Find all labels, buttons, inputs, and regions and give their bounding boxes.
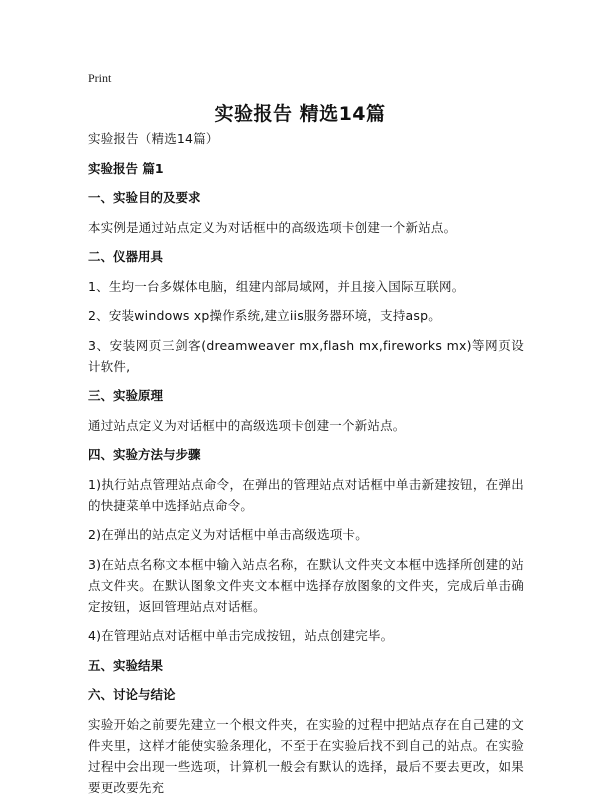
paragraph: 2、安装windows xp操作系统,建立iis服务器环境，支持asp。: [88, 308, 441, 323]
section-heading: 三、实验原理: [88, 388, 164, 403]
paragraph: 本实例是通过站点定义为对话框中的高级选项卡创建一个新站点。: [88, 219, 457, 235]
paragraph: 3、安装网页三剑客(dreamweaver mx,flash mx,fireworks mx)等网页设计软件,: [88, 337, 524, 374]
document-title: 实验报告 精选14篇: [214, 103, 386, 125]
paragraph: 2)在弹出的站点定义为对话框中单击高级选项卡。: [88, 527, 368, 542]
section-heading: 四、实验方法与步骤: [88, 447, 201, 462]
paragraph: 通过站点定义为对话框中的高级选项卡创建一个新站点。: [88, 417, 406, 433]
paragraph: 1)执行站点管理站点命令，在弹出的管理站点对话框中单击新建按钮，在弹出的快捷菜单中选择站点命令。: [88, 476, 524, 513]
article-title: 实验报告 篇1: [88, 160, 164, 176]
paragraph: 3)在站点名称文本框中输入站点名称，在默认文件夹文本框中选择所创建的站点文件夹。在默认图象文件夹文本框中选择存放图象的文件夹，完成后单击确定按钮，返回管理站点对话框。: [88, 556, 524, 614]
section-heading: 六、讨论与结论: [88, 687, 176, 702]
section-heading: 二、仪器用具: [88, 249, 164, 264]
paragraph: 1、生均一台多媒体电脑，组建内部局域网，并且接入国际互联网。: [88, 278, 465, 294]
section-heading: 五、实验结果: [88, 657, 164, 673]
document-subtitle: 实验报告（精选14篇）: [88, 131, 219, 146]
document-body: [88, 128, 524, 806]
section-heading: 一、实验目的及要求: [88, 190, 201, 205]
print-label: Print: [88, 71, 112, 85]
paragraph: 4)在管理站点对话框中单击完成按钮，站点创建完毕。: [88, 628, 394, 643]
paragraph: 实验开始之前要先建立一个根文件夹，在实验的过程中把站点存在自己建的文件夹里，这样才能使实验条理化，不至于在实验后找不到自己的站点。在实验过程中会出现一些选项，计算机一般会有默认的选择，最后不要去更改，如果要更改要先充: [88, 716, 524, 795]
